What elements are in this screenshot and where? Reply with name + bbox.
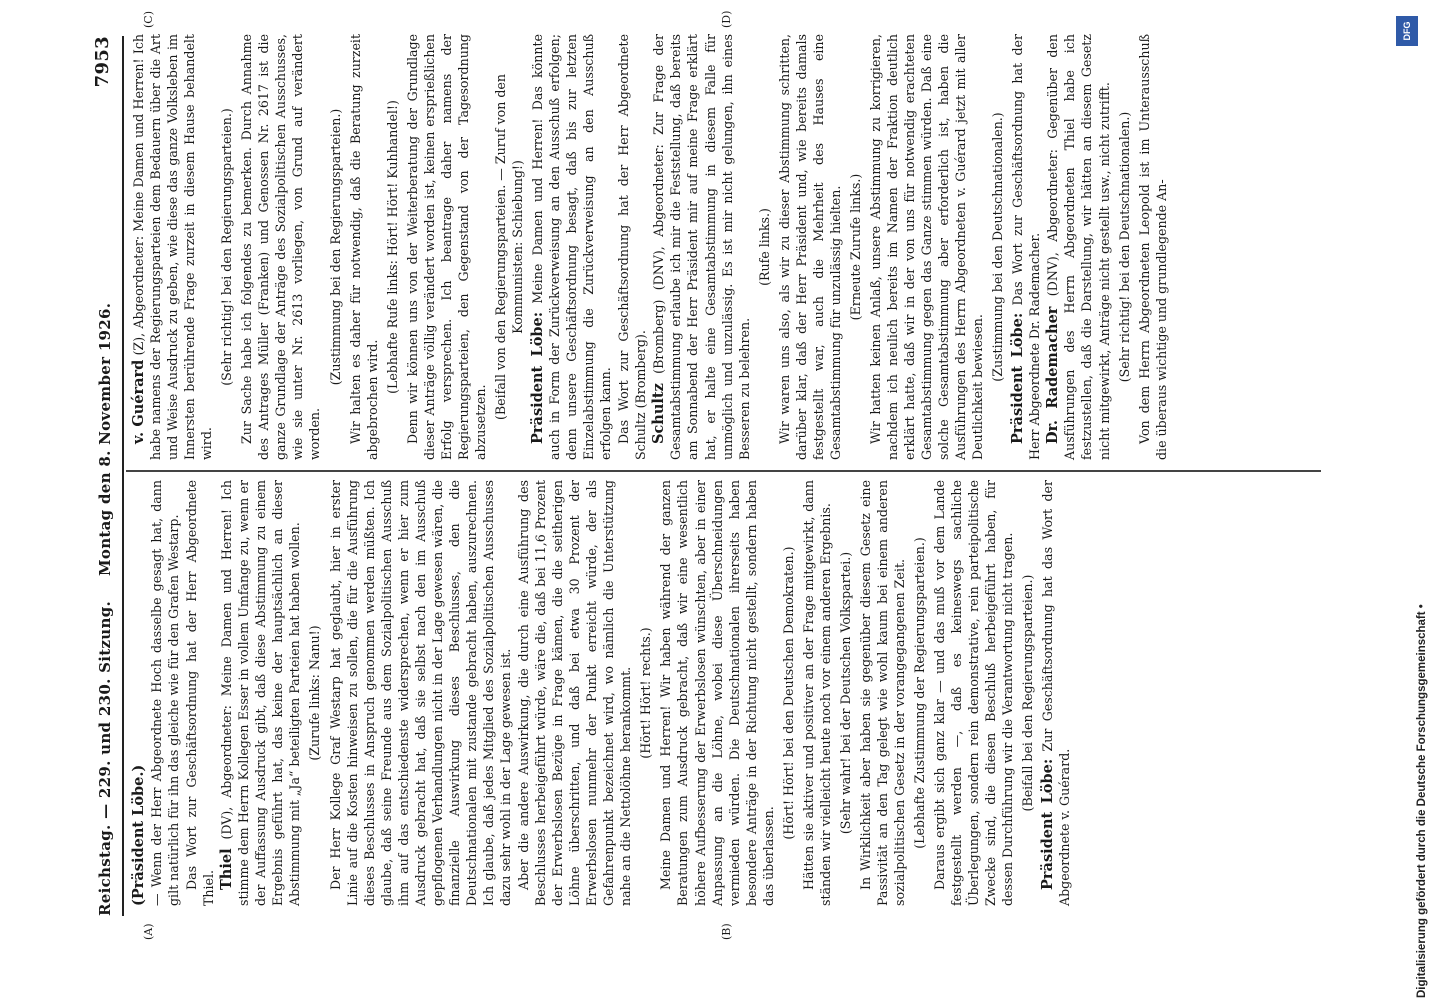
speaker-name: Präsident Löbe:	[1009, 312, 1027, 444]
paragraph-text: (Bromberg) (DNV), Abgeordneter: Zur Frage der Gesamtabstimmung erlaube ich mir die Feststellung, daß bereits am Sonnabend der Herr Präsident mir auf meine Frage erklärt hat, er halte eine Gesamtabstimmung in diesem Falle für unmöglich und unzulässig. Es ist mir nicht gelungen, ihn eines Besseren zu belehren.	[651, 34, 752, 460]
paragraph	[515, 480, 634, 906]
right-column	[130, 34, 1171, 460]
speaker-name: Präsident Löbe:	[529, 311, 547, 444]
digitization-credit	[1388, 8, 1428, 998]
paragraph-text: (Hört! Hört! rechts.)	[638, 627, 654, 759]
paragraph	[218, 480, 303, 906]
paragraph-text: Von dem Herrn Abgeordneten Leopold ist im Unterausschuß die überaus wichtige und grundlegende An-	[1136, 34, 1169, 460]
interjection	[218, 34, 235, 460]
interjection	[384, 34, 401, 460]
speaker-name: v. Guérard	[130, 359, 147, 444]
margin-letter-d: (D)	[720, 10, 733, 28]
running-header	[88, 36, 122, 916]
paragraph	[1039, 480, 1073, 906]
speaker-name: Präsident Löbe:	[1039, 758, 1057, 890]
dfg-logo: DFG	[1396, 16, 1418, 46]
paragraph-text: (Lebhafte Rufe links: Hört! Hört! Kuhhandel!)	[384, 100, 400, 394]
interjection	[989, 34, 1006, 460]
paragraph-text: Das Wort zur Geschäftsordnung hat der Herr Abgeordnete Schultz (Bromberg).	[616, 34, 649, 460]
paragraph-text: (Z), Abgeordneter: Meine Damen und Herren! Ich habe namens der Regierungsparteien dem Bedauern über die Art und Weise Ausdruck zu geben, wie diese das ganze Volksleben im Innersten berührende Frage zurzeit in diesem Hause behandelt wird.	[131, 34, 215, 460]
speaker-name: Dr. Rademacher	[1044, 306, 1062, 444]
speaker-name: Schultz	[650, 383, 668, 444]
left-column	[130, 480, 1074, 906]
paragraph-text: (Zurufe links: Nanu!)	[307, 625, 323, 761]
paragraph	[148, 480, 182, 906]
paragraph-text: (Hört! Hört! bei den Deutschen Demokraten.)	[780, 546, 796, 840]
paragraph-text: Denn wir können uns von der Weiterberatung der Grundlage dieser Anträge völlig verändert worden ist, keinen ersprießlichen Erfolg versprechen. Ich beantrage daher namens der Regierungsparteien, den Gegenstand von der Tagesordnung abzusetzen.	[404, 34, 488, 460]
paragraph-text: (Rufe links.)	[756, 208, 772, 286]
interjection	[327, 34, 344, 460]
interjection	[837, 480, 854, 906]
paragraph-text: Wir halten es daher für notwendig, daß die Beratung zurzeit abgebrochen wird.	[347, 34, 380, 460]
interjection	[637, 480, 654, 906]
paragraph-text: Der Herr Kollege Graf Westarp hat geglaubt, hier in erster Linie auf die Kosten hinweisen zu sollen, die für die Ausführung dieses Beschlusses in Anspruch genommen werden müßten. Ich glaube, daß seine Freunde aus dem Sozialpolitischen Ausschuß ihm auf das entschiedenste widersprechen, wenn er hier zum Ausdruck gebracht hat, daß sie selbst nach den im Ausschuß gepflogenen Verhandlungen nicht in der Lage gewesen wären, die finanzielle Auswirkung dieses Beschlusses, den die Deutschnationalen mit zustande gebracht haben, auszurechnen. Ich glaube, daß jedes Mitglied des Sozialpolitischen Ausschusses dazu sehr wohl in der Lage gewesen ist.	[327, 480, 513, 906]
paragraph-text: (Lebhafte Zustimmung der Regierungsparteien.)	[912, 537, 928, 849]
paragraph	[776, 34, 844, 460]
column-divider	[126, 470, 1321, 472]
paragraph-text: Meine Damen und Herren! Wir haben während der ganzen Beratungen zum Ausdruck gebracht, daß wir eine wesentlich höhere Aufbesserung der Erwerbslosen wünschten, aber in einer Anpassung an die Löhne, wobei diese Überschneidungen vermieden würden. Die Deutschnationalen ihrerseits haben besondere Anträge in der Richtung nicht gestellt, sondern haben das überlassen.	[658, 480, 776, 906]
paragraph-text: Daraus ergibt sich ganz klar — und das muß vor dem Lande festgestellt werden —, daß es keineswegs sachliche Überlegungen, sondern rein demonstrative, rein parteipolitische Zwecke sind, die diesen Beschluß herbeigeführt haben, für dessen Durchführung wir die Verantwortung nicht tragen.	[932, 480, 1016, 906]
margin-letter-a: (A)	[142, 923, 155, 940]
paragraph	[238, 34, 323, 460]
paragraph-text: Zur Sache habe ich folgendes zu bemerken. Durch Annahme des Antrages Müller (Franken) und Genossen Nr. 2617 ist die ganze Grundlage der Anträge des Sozialpolitischen Ausschusses, wie sie unter Nr. 2613 vorliegen, von Grund auf verändert worden.	[239, 34, 323, 460]
paragraph-text: (Zustimmung bei den Regierungsparteien.)	[327, 108, 343, 386]
paragraph-text: Meine Damen und Herren! Das könnte auch in Form der Zurückverweisung an den Ausschuß erfolgen; denn unsere Geschäftsordnung besagt, daß bis zur letzten Einzelabstimmung die Zurückverweisung an den Ausschuß erfolgen kann.	[530, 34, 614, 460]
interjection	[847, 34, 864, 460]
paragraph-text: (Sehr richtig! bei den Deutschnationalen.)	[1116, 111, 1132, 383]
paragraph-text: (Zustimmung bei den Deutschnationalen.)	[990, 112, 1006, 382]
paragraph-text: Aber die andere Auswirkung, die durch eine Ausführung des Beschlusses herbeigeführt würde, wäre die, daß bei 11,6 Prozent der Erwerbslosen Bezüge in Frage kämen, die die seitherigen Löhne überschritten, und daß bei etwa 30 Prozent der Erwerbslosen nunmehr der Punkt erreicht würde, der als Gefahrenpunkt bezeichnet wird, wo nämlich die Unterstützung nahe an die Nettolöhne herankommt.	[516, 480, 634, 906]
paragraph	[183, 480, 217, 906]
paragraph	[347, 34, 381, 460]
credit-text: Digitalisierung gefördert durch die Deutsche Forschungsgemeinschaft •	[1416, 604, 1428, 998]
margin-letter-b: (B)	[720, 923, 733, 940]
paragraph	[404, 34, 489, 460]
paragraph-text: (Erneute Zurufe links.)	[847, 173, 863, 321]
paragraph-text: (DNV), Abgeordneter: Gegenüber den Ausführungen des Herrn Abgeordneten Thiel habe ich festzustellen, daß die Darstellung, wir hätten an diesem Gesetz nicht mitgewirkt, Anträge nicht gestellt usw., nicht zutrifft.	[1045, 34, 1112, 460]
paragraph	[615, 34, 649, 460]
paragraph-text: Das Wort zur Geschäftsordnung hat der Herr Abgeordnete Thiel.	[184, 480, 217, 906]
interjection	[306, 480, 323, 906]
paragraph-text: (Beifall von den Regierungsparteien. — Zuruf von den Kommunisten: Schiebung!)	[492, 74, 525, 420]
paragraph-text: (Sehr richtig! bei den Regierungsparteien.)	[219, 108, 235, 386]
paragraph	[1044, 34, 1112, 460]
header-rule	[122, 36, 124, 916]
paragraph-text: (Sehr wahr! bei der Deutschen Volkspartei.)	[837, 551, 853, 835]
interjection	[780, 480, 797, 906]
paragraph	[327, 480, 515, 906]
paragraph-text: Hätten sie aktiver und positiver an der Frage mitgewirkt, dann ständen wir vielleicht heute noch vor einem anderen Ergebnis.	[800, 480, 833, 906]
paragraph-text: Das Wort zur Geschäftsordnung hat der Herr Abgeordnete Dr. Rademacher.	[1010, 34, 1043, 460]
header-date: Montag den 8. November 1926.	[96, 302, 114, 576]
paragraph	[130, 480, 147, 906]
speaker-name: Thiel	[218, 848, 236, 890]
paragraph-text: Wir hatten keinen Anlaß, unsere Abstimmung zu korrigieren, nachdem ich neulich bereits im Namen der Fraktion deutlich erklärt hatte, daß wir in der von uns für notwendig erachteten Gesamtabstimmung gegen das Ganze stimmen würden. Daß eine solche Gesamtabstimmung aber erforderlich ist, haben die Ausführungen des Herrn Abgeordneten v. Guérard jetzt mit aller Deutlichkeit bewiesen.	[867, 34, 986, 460]
paragraph-text: (DV), Abgeordneter: Meine Damen und Herren! Ich stimme dem Herrn Kollegen Esser in vollem Umfange zu, wenn er der Auffassung Ausdruck gibt, daß diese Abstimmung zu einem Ergebnis geführt hat, das keine der hauptsächlich an dieser Abstimmung mit „Ja“ beteiligten Parteien hat haben wollen.	[219, 480, 303, 906]
paragraph	[857, 480, 908, 906]
paragraph	[1009, 34, 1043, 460]
interjection	[1019, 480, 1036, 906]
paragraph	[130, 34, 215, 460]
paragraph-text: In Wirklichkeit aber haben sie gegenüber diesem Gesetz eine Passivität an den Tag gelegt wie wohl kaum bei einem anderen sozialpolitischen Gesetz in der vorangegangenen Zeit.	[857, 480, 908, 906]
paragraph-text: Zur Geschäftsordnung hat das Wort der Abgeordnete v. Guérard.	[1040, 480, 1073, 906]
paragraph	[1136, 34, 1170, 460]
speaker-name: (Präsident Löbe.)	[130, 764, 147, 906]
page-number: 7953	[92, 36, 113, 88]
margin-letter-c: (C)	[142, 11, 155, 28]
header-left: Reichstag. — 229. und 230. Sitzung.	[96, 600, 114, 916]
paragraph	[867, 34, 986, 460]
paragraph-text: — Wenn der Herr Abgeordnete Hoch dasselbe gesagt hat, dann gilt natürlich für ihn das gleiche wie für den Grafen Westarp.	[149, 480, 182, 906]
paragraph	[529, 34, 614, 460]
interjection	[756, 34, 773, 460]
paragraph	[931, 480, 1016, 906]
paragraph	[650, 34, 752, 460]
paragraph	[657, 480, 776, 906]
paragraph	[800, 480, 834, 906]
interjection	[1116, 34, 1133, 460]
paragraph-text: Wir waren uns also, als wir zu dieser Abstimmung schritten, darüber klar, daß der Herr Präsident und, wie bereits damals festgestellt war, auch die Mehrheit des Hauses eine Gesamtabstimmung für unzulässig hielten.	[776, 34, 843, 460]
interjection	[911, 480, 928, 906]
paragraph-text: (Beifall bei den Regierungsparteien.)	[1020, 574, 1036, 812]
interjection	[492, 34, 526, 460]
